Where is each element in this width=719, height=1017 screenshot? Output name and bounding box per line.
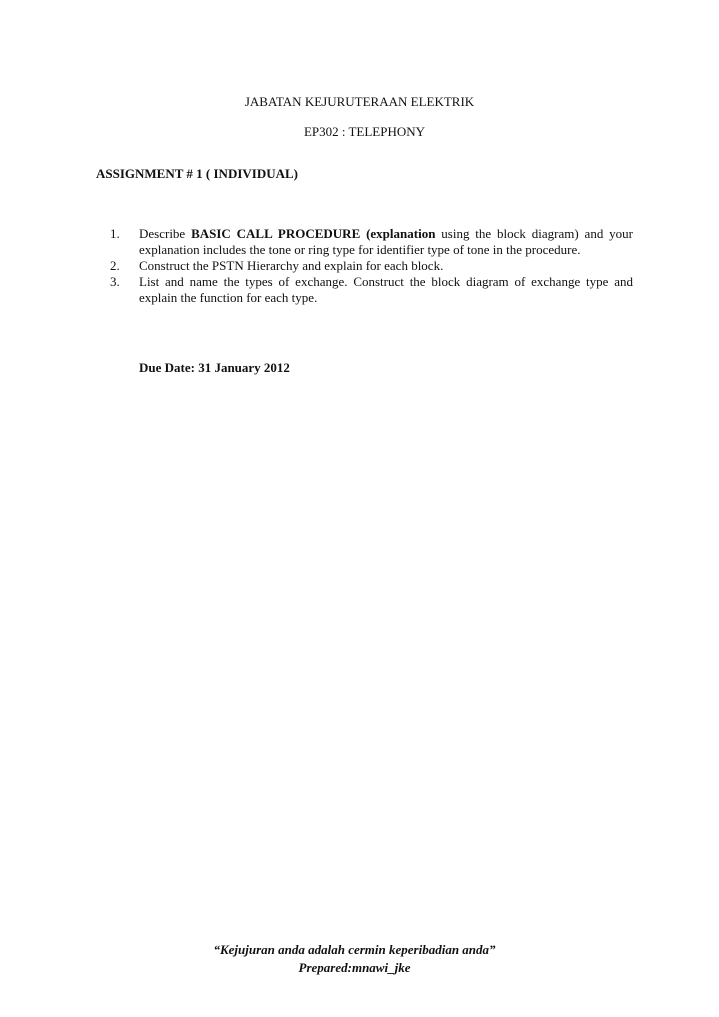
task-number: 1. — [110, 226, 120, 241]
assignment-title: ASSIGNMENT # 1 ( INDIVIDUAL) — [96, 166, 299, 181]
footer-motto: “Kejujuran anda adalah cermin keperibadian anda” — [213, 942, 496, 957]
due-date: Due Date: 31 January 2012 — [139, 360, 290, 375]
task-number: 2. — [110, 258, 120, 273]
course-title: EP302 : TELEPHONY — [303, 124, 426, 139]
task-text: Construct the PSTN Hierarchy and explain for each block. — [139, 258, 444, 273]
task-bold-text: BASIC CALL PROCEDURE (explanation — [191, 226, 436, 241]
task-item-1 — [110, 226, 633, 258]
task-text-prefix: Describe — [139, 226, 192, 241]
task-item-2 — [110, 258, 633, 274]
department-heading: JABATAN KEJURUTERAAN ELEKTRIK — [244, 94, 475, 109]
task-text-suffix: using the block diagram) and your explanation includes the tone or ring type for identifier type of tone in the procedure. — [139, 226, 633, 257]
task-text: List and name the types of exchange. Construct the block diagram of exchange type and explain the function for each type. — [139, 274, 633, 305]
task-number: 3. — [110, 274, 120, 289]
task-item-3 — [110, 274, 633, 306]
task-list — [110, 226, 633, 306]
prepared-by: Prepared:mnawi_jke — [298, 960, 411, 975]
